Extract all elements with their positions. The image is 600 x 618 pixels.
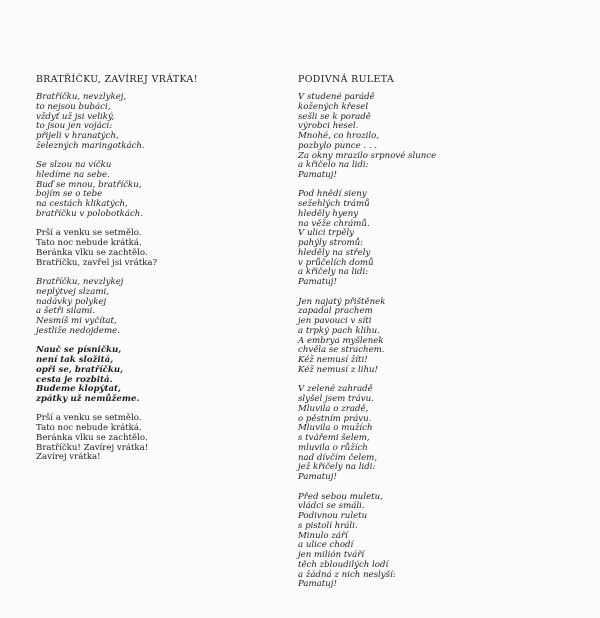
verse-line: přijeli v hranatých, [36, 131, 119, 141]
verse-line: Pamatuj! [298, 579, 337, 590]
verse-line: Pamatuj! [298, 170, 337, 180]
verse-line: hleděly na střely [298, 247, 371, 258]
verse-line: Budeme klopýtat, [36, 384, 121, 395]
verse-line: Prší a venku se setmělo. [36, 228, 142, 239]
verse-line: Buď se mnou, bratříčku, [36, 179, 142, 190]
verse-line: Bratříčku! Zavírej vrátka! [36, 442, 149, 453]
verse-line: chvěla se strachem. [298, 345, 385, 356]
stanza [36, 93, 286, 152]
stanza [298, 93, 568, 181]
verse-line: Nesmíš mi vyčítat, [36, 316, 117, 327]
verse-line: s pistolí hráli. [298, 520, 358, 531]
verse-line: Minulo září [298, 530, 348, 541]
stanza [36, 229, 286, 268]
verse-line: a žádná z nich neslyší: [298, 569, 396, 580]
stanza [36, 414, 286, 463]
poem-right [298, 74, 568, 600]
verse-line: Za okny mrazilo srpnové slunce [298, 150, 437, 161]
verse-line: a ulice chodí [298, 540, 354, 551]
verse-line: pahýly stromů: [298, 238, 364, 249]
verse-line: slyšel jsem trávu. [298, 394, 374, 405]
verse-line: není tak složitá, [36, 355, 114, 365]
verse-line: sešli se k poradě [298, 111, 371, 122]
verse-line: hleděly hyeny [298, 208, 359, 219]
verse-line: bojím se o tebe [36, 189, 103, 200]
poem-title: PODIVNÁ RULETA [298, 74, 395, 85]
verse-line: zapadal prachem [298, 306, 373, 317]
verse-line: hledíme na sebe. [36, 169, 110, 180]
verse-line: Mluvila o zradě, [298, 403, 369, 414]
verse-line: s tvářemi šelem, [298, 433, 370, 444]
verse-line: Nauč se písničku, [36, 345, 122, 356]
verse-line: jen pavouci v síti [298, 316, 372, 327]
poem-left [36, 74, 286, 473]
verse-line: Beránka vlku se zachtělo. [36, 432, 148, 443]
verse-line: Tato noc nebude krátká. [36, 238, 142, 249]
verse-line: V ulici trpěly [298, 228, 355, 239]
verse-line: Pamatuj! [298, 277, 337, 288]
verse-line: Tato noc nebude krátká. [36, 423, 142, 434]
verse-line: v průčelích domů [298, 257, 374, 268]
poem-body [36, 93, 286, 463]
verse-line: neplýtvej slzami, [36, 286, 109, 297]
verse-line: Podivnou ruletu [298, 511, 368, 521]
verse-line: nad dívčím čelem, [298, 452, 378, 463]
stanza [298, 493, 568, 591]
verse-line: železných maringotkách. [36, 140, 145, 151]
verse-line: jestliže nedojdeme. [36, 325, 120, 336]
verse-line: na věže chrámů. [298, 218, 370, 229]
verse-line: vládci se smáli. [298, 501, 365, 512]
verse-line: výrobci hesel. [298, 121, 359, 132]
verse-line: cesta je rozbitá. [36, 374, 113, 385]
verse-line: sežehlých trámů [298, 199, 370, 210]
verse-line: a křičely na lidi: [298, 267, 369, 278]
stanza [298, 298, 568, 376]
verse-line: kožených křesel [298, 101, 369, 112]
verse-line: a křičelo na lidi: [298, 160, 369, 171]
verse-line: Mluvila o mužích [298, 423, 373, 434]
verse-line: A embrya myšlenek [298, 335, 384, 346]
verse-line: Před sebou muletu, [298, 491, 383, 502]
verse-line: bratříčku v polobotkách. [36, 208, 144, 219]
verse-line: Jen najatý přištěnek [298, 296, 386, 307]
verse-line: Zavírej vrátka! [36, 452, 101, 463]
verse-line: Pod hnědí sieny [298, 189, 367, 200]
verse-line: V studené parádě [298, 92, 375, 102]
verse-line: jež křičely na lidi: [298, 462, 376, 473]
verse-line: Bratříčku, nevzlykej, [36, 92, 127, 102]
verse-line: Bratříčku, zavřel jsi vrátka? [36, 257, 158, 268]
verse-line: vždyť už jsi veliký, [36, 111, 115, 122]
verse-line: to jsou jen vojáci: [36, 121, 113, 132]
verse-line: zpátky už nemůžeme. [36, 394, 140, 404]
verse-line: to nejsou bubáci, [36, 101, 111, 112]
poem-title: BRATŘÍČKU, ZAVÍREJ VRÁTKA! [36, 74, 198, 85]
verse-line: a šetři silami. [36, 306, 96, 317]
verse-line: o pěstním právu. [298, 413, 372, 424]
verse-line: Beránka vlku se zachtělo. [36, 247, 148, 258]
verse-line: Pamatuj! [298, 472, 337, 483]
verse-line: V zelené zahradě [298, 384, 373, 395]
verse-line: Bratříčku, nevzlykej [36, 277, 124, 288]
verse-line: Prší a venku se setmělo. [36, 413, 142, 424]
verse-line: opři se, bratříčku, [36, 364, 124, 375]
verse-line: Se slzou na víčku [36, 160, 112, 171]
verse-line: jen milión tváří [298, 550, 365, 560]
verse-line: a trpký pach klihu. [298, 325, 380, 336]
verse-line: těch zbloudilých lodí [298, 559, 389, 570]
verse-line: Kéž nemusí z lihu! [298, 364, 379, 375]
stanza [36, 278, 286, 337]
verse-line: Kéž nemusí žíti! [298, 355, 368, 366]
stanza [36, 161, 286, 220]
verse-line: pozbylo punce . . . [298, 140, 378, 151]
stanza [36, 346, 286, 405]
verse-line: nadávky polykej [36, 296, 107, 307]
verse-line: mluvila o růžích [298, 442, 368, 453]
poem-body [298, 93, 568, 590]
stanza [298, 385, 568, 483]
verse-line: na cestách klikatých, [36, 199, 128, 210]
verse-line: Mnohé, co hrozilo, [298, 131, 380, 141]
stanza [298, 190, 568, 288]
